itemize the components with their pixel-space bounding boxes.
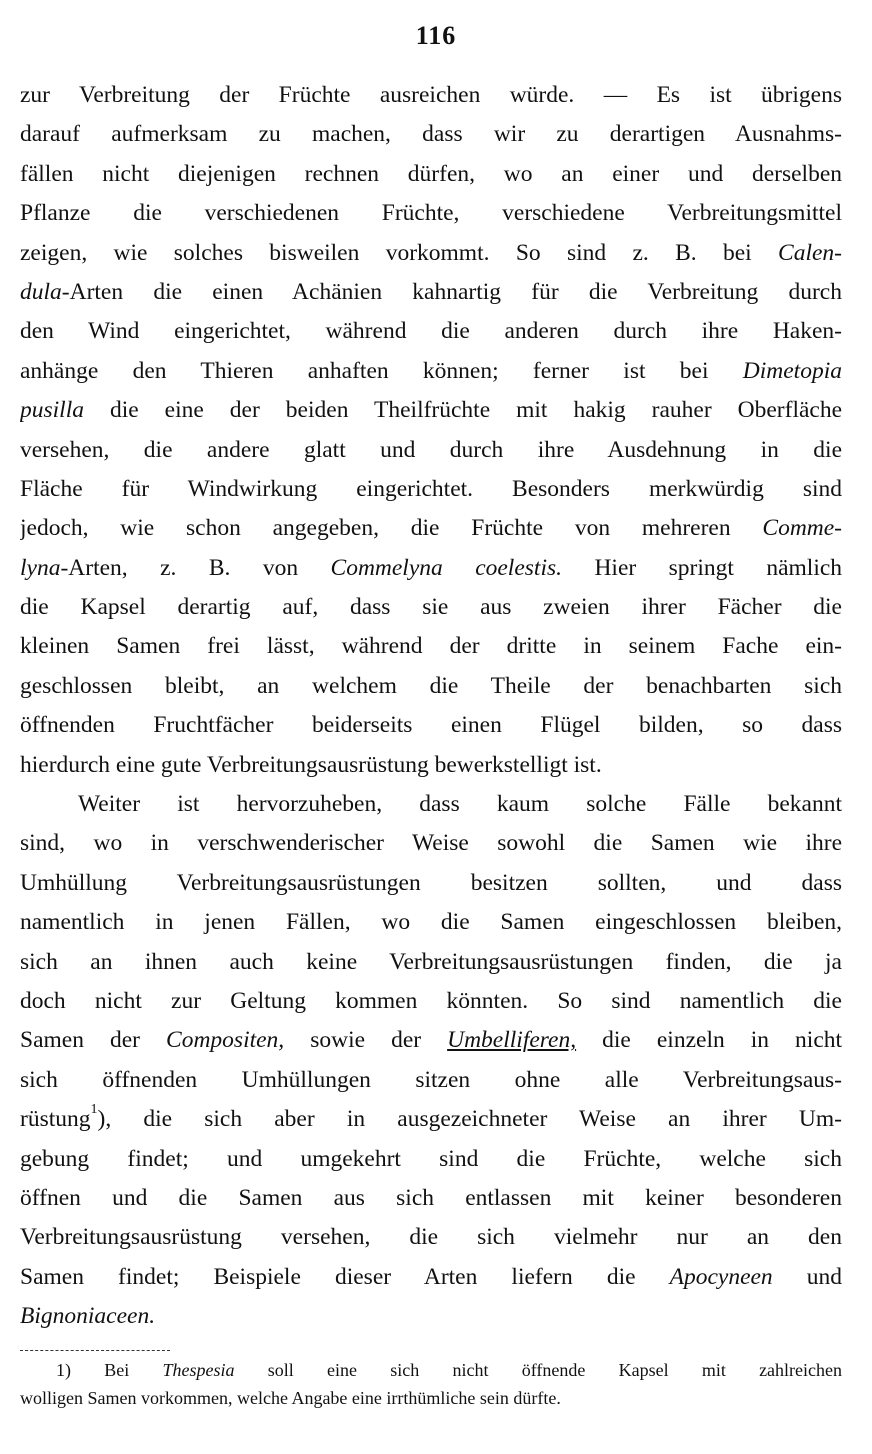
text-segment: die einzeln in nicht (602, 1027, 842, 1054)
paragraph-1-line-5 (20, 234, 842, 273)
paragraph-2-line-7 (20, 1021, 842, 1060)
paragraph-1-line-12 (20, 509, 842, 548)
text-segment: Samen der (20, 1027, 140, 1054)
text-segment: rüstung (20, 1106, 91, 1133)
text-segment: jedoch, wie schon angegeben, die Früchte von mehreren (20, 515, 731, 542)
text-segment: die eine der beiden Theilfrüchte mit hakig rauher Oberfläche (109, 397, 842, 424)
text-segment: sowie der (310, 1027, 422, 1054)
text-segment: zeigen, wie solches bisweilen vorkommt. So sind z. B. bei (20, 239, 752, 266)
paragraph-2-line-14 (20, 1297, 842, 1336)
paragraph-1-line-10: versehen, die andere glatt und durch ihre Ausdehnung in die (20, 436, 842, 463)
footnote-line-2: wolligen Samen vorkommen, welche Angabe eine irrthümliche sein dürfte. (20, 1388, 561, 1408)
paragraph-2-line-8: sich öffnenden Umhüllungen sitzen ohne alle Verbreitungsaus- (20, 1066, 842, 1093)
italic-term: Commelyna coelestis. (330, 554, 562, 581)
footnote-divider (20, 1350, 170, 1351)
paragraph-1-line-3: fällen nicht diejenigen rechnen dürfen, wo an einer und derselben (20, 160, 842, 187)
paragraph-2-line-11: öffnen und die Samen aus sich entlassen mit keiner besonderen (20, 1184, 842, 1211)
footnote (20, 1356, 842, 1412)
text-segment: und (806, 1263, 842, 1290)
italic-term: Comme- (762, 515, 842, 542)
footnote-marker-text: 1) Bei (56, 1360, 130, 1380)
paragraph-1-line-13 (20, 549, 842, 588)
paragraph-1-line-14: die Kapsel derartig auf, dass sie aus zweien ihrer Fächer die (20, 594, 842, 621)
paragraph-2-line-10: gebung findet; und umgekehrt sind die Früchte, welche sich (20, 1145, 842, 1172)
footnote-line-1 (20, 1356, 842, 1384)
italic-term: lyna (20, 554, 61, 581)
text-segment: ), die sich aber in ausgezeichneter Weise an ihrer Um- (97, 1106, 842, 1133)
body-text (20, 76, 842, 1337)
paragraph-1-line-6 (20, 273, 842, 312)
paragraph-2-line-9 (20, 1100, 842, 1139)
page-number: 116 (415, 21, 457, 50)
paragraph-1-line-1: zur Verbreitung der Früchte ausreichen würde. — Es ist übrigens (20, 82, 842, 108)
italic-term: Bignoniaceen. (20, 1303, 156, 1330)
paragraph-1-line-8 (20, 352, 842, 391)
paragraph-1-line-15: kleinen Samen frei lässt, während der dritte in seinem Fache ein- (20, 633, 842, 660)
italic-term: Umbelliferen, (447, 1027, 577, 1054)
italic-term: Calen- (778, 239, 842, 266)
italic-term: Dimetopia (742, 357, 842, 384)
paragraph-1-line-18: hierdurch eine gute Verbreitungsausrüstung bewerkstelligt ist. (20, 751, 602, 778)
paragraph-2-line-5: sich an ihnen auch keine Verbreitungsausrüstungen finden, die ja (20, 948, 842, 975)
paragraph-2-line-13 (20, 1258, 842, 1297)
paragraph-1-line-11: Fläche für Windwirkung eingerichtet. Besonders merkwürdig sind (20, 475, 842, 502)
italic-term: Thespesia (162, 1360, 235, 1380)
paragraph-2-line-3: Umhüllung Verbreitungsausrüstungen besitzen sollten, und dass (20, 869, 842, 896)
paragraph-2-line-12: Verbreitungsausrüstung versehen, die sich vielmehr nur an den (20, 1224, 842, 1251)
footnote-marker: 1 (90, 1102, 98, 1118)
italic-term: dula (20, 278, 62, 305)
paragraph-1-line-17: öffnenden Fruchtfächer beiderseits einen Flügel bilden, so dass (20, 712, 842, 739)
paragraph-2-line-2: sind, wo in verschwenderischer Weise sowohl die Samen wie ihre (20, 830, 842, 857)
italic-term: Compositen, (166, 1027, 285, 1054)
paragraph-1-line-2: darauf aufmerksam zu machen, dass wir zu derartigen Ausnahms- (20, 121, 842, 148)
paragraph-1-line-16: geschlossen bleibt, an welchem die Theile der benachbarten sich (20, 672, 842, 699)
text-segment: anhänge den Thieren anhaften können; ferner ist bei (20, 357, 709, 384)
text-segment: Hier springt nämlich (594, 554, 842, 581)
text-segment: Samen findet; Beispiele dieser Arten liefern die (20, 1263, 636, 1290)
paragraph-1-line-7: den Wind eingerichtet, während die anderen durch ihre Haken- (20, 318, 842, 345)
text-segment: -Arten die einen Achänien kahnartig für die Verbreitung durch (61, 278, 842, 305)
text-segment: -Arten, z. B. von (60, 554, 299, 581)
paragraph-1-line-4: Pflanze die verschiedenen Früchte, verschiedene Verbreitungsmittel (20, 200, 842, 227)
italic-term: Apocyneen (669, 1263, 773, 1290)
paragraph-1-line-9 (20, 391, 842, 430)
text-segment: soll eine sich nicht öffnende Kapsel mit zahlreichen (267, 1360, 842, 1380)
italic-term: pusilla (20, 397, 84, 424)
paragraph-2-line-6: doch nicht zur Geltung kommen könnten. So sind namentlich die (20, 987, 842, 1014)
paragraph-2-line-4: namentlich in jenen Fällen, wo die Samen eingeschlossen bleiben, (20, 909, 842, 936)
paragraph-2-line-1: Weiter ist hervorzuheben, dass kaum solche Fälle bekannt (78, 791, 842, 818)
